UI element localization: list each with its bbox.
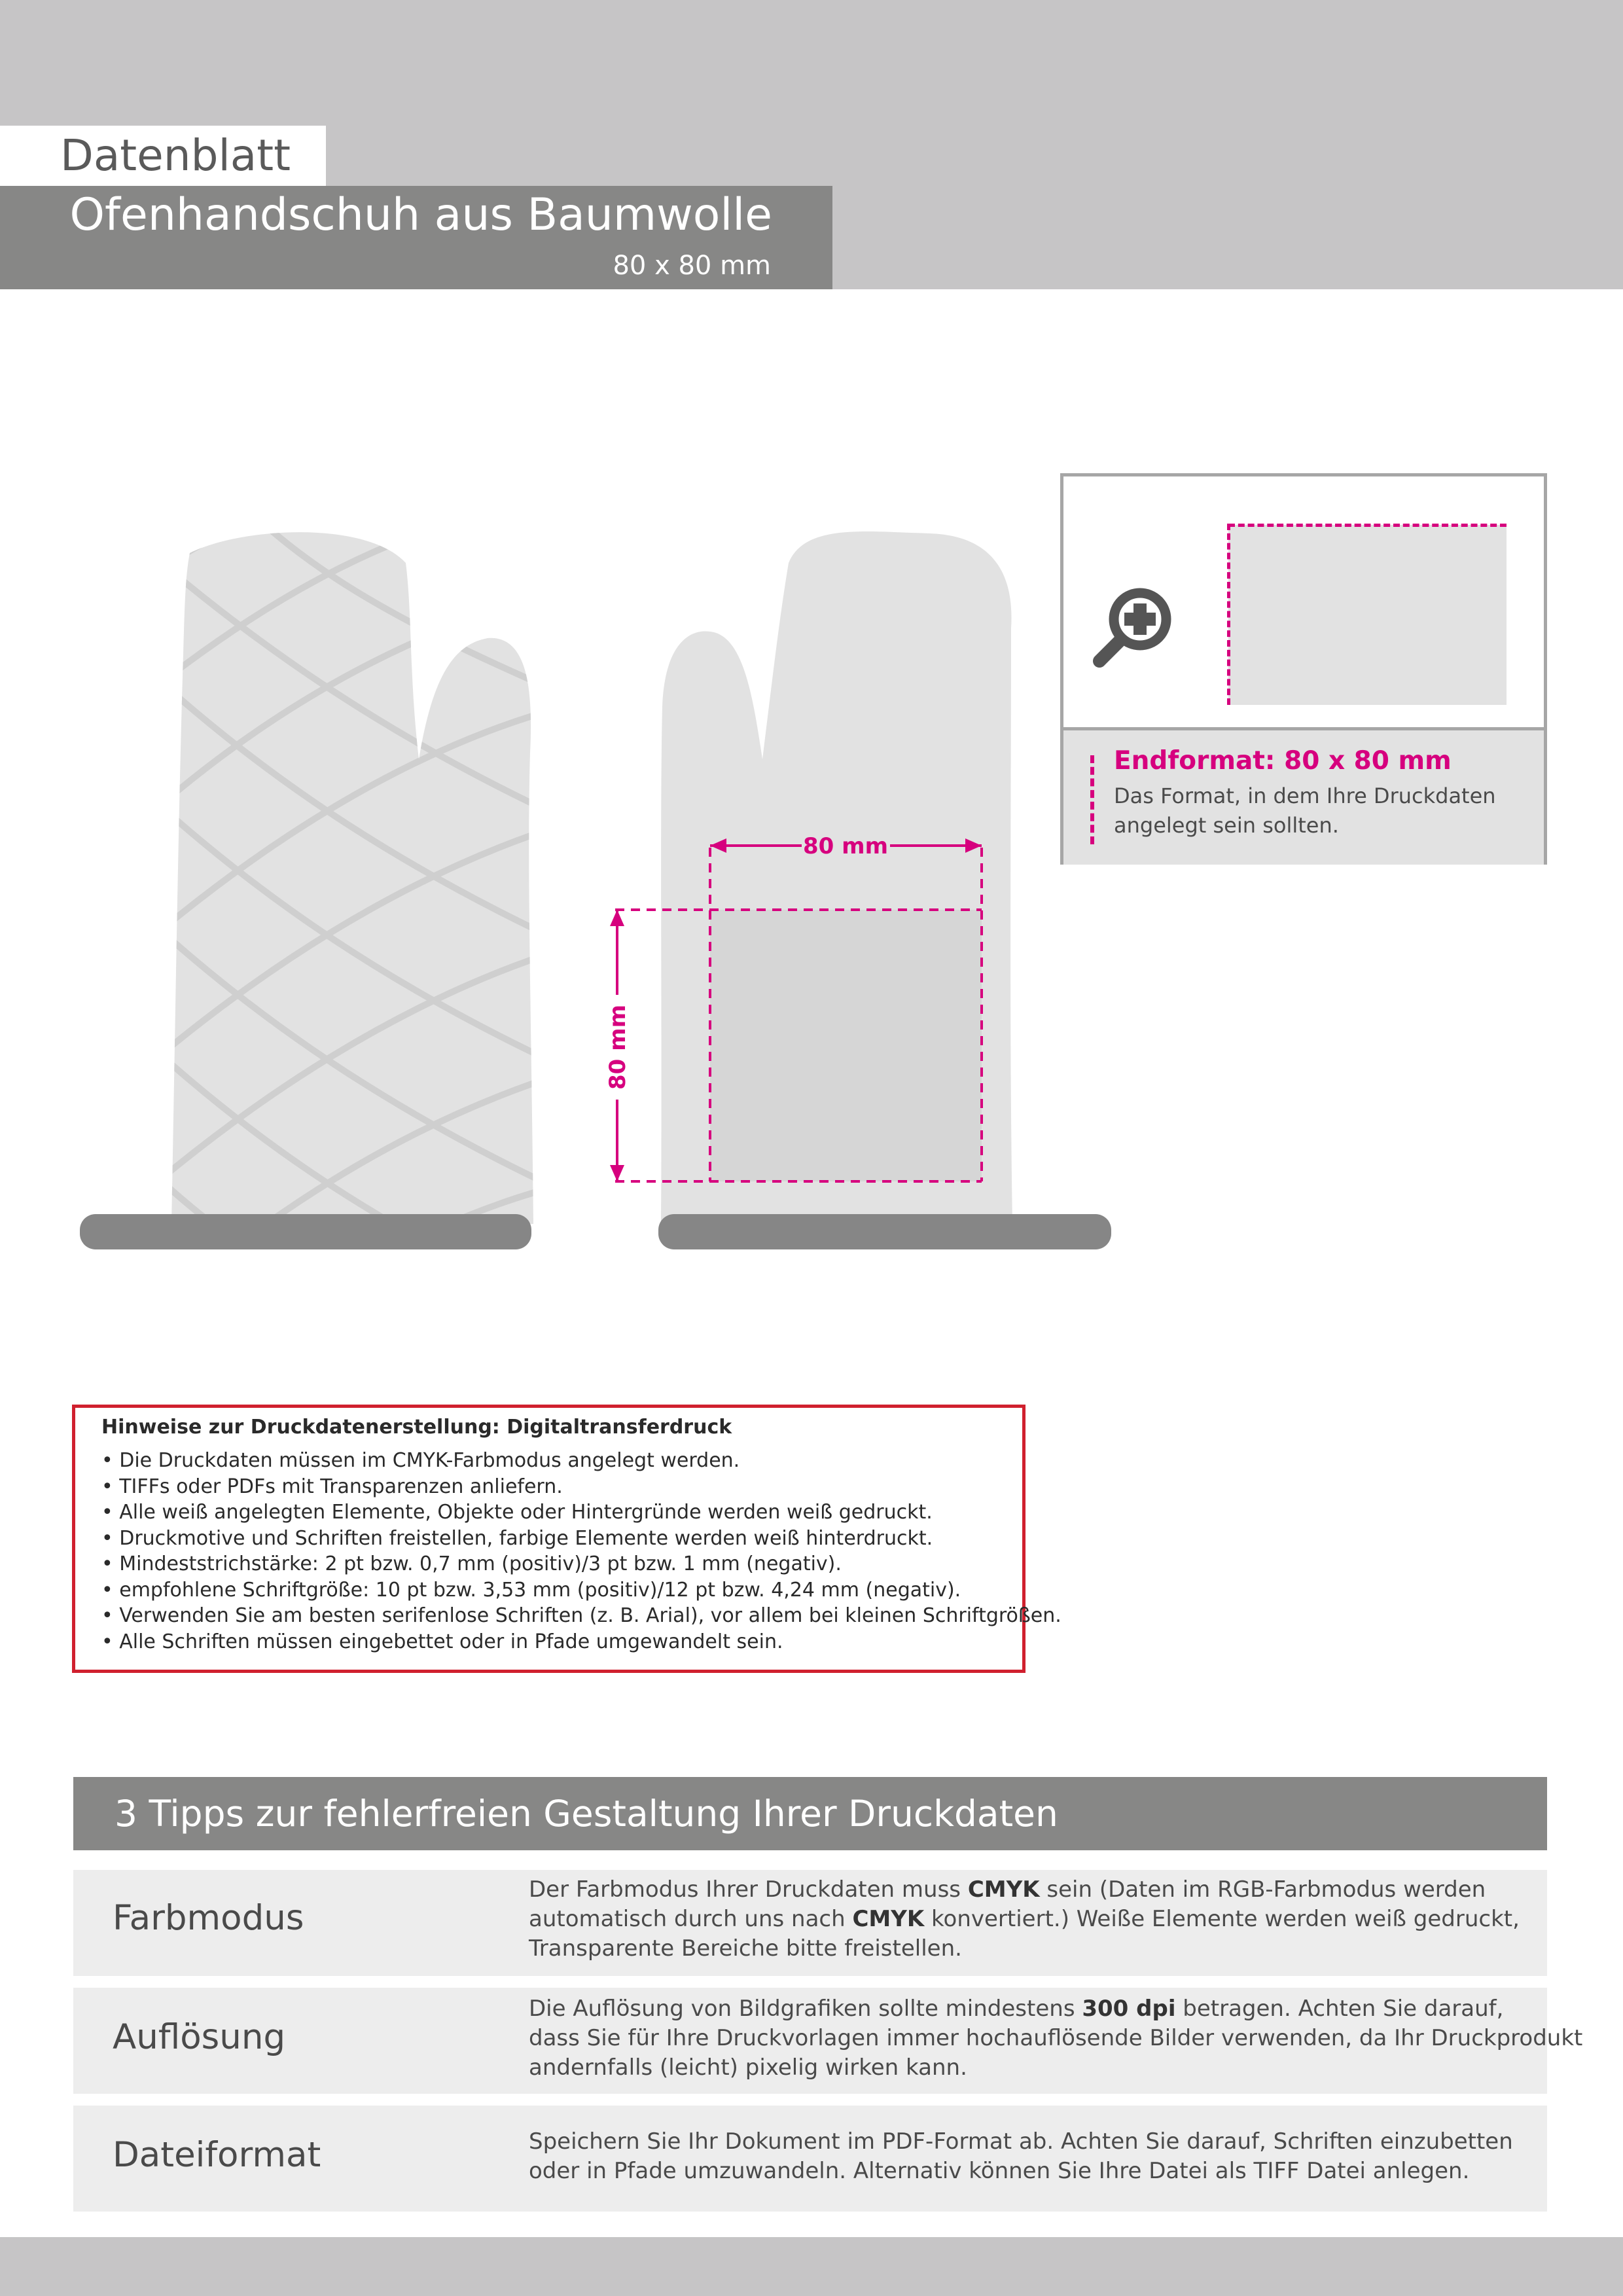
tip-text-aufloesung: Die Auflösung von Bildgrafiken sollte mindestens 300 dpi betragen. Achten Sie darauf, dass Sie für Ihre Druckvorlagen immer hochauflösende Bilder verwenden, da Ihr Druckprodukt andernfalls (leicht) pixelig wirken kann.: [529, 1996, 1583, 2081]
hint-item: • Alle Schriften müssen eingebettet oder in Pfade umgewandelt sein.: [101, 1630, 783, 1653]
datasheet-label: Datenblatt: [60, 130, 291, 181]
tip-text-farbmodus: Der Farbmodus Ihrer Druckdaten muss CMYK sein (Daten im RGB-Farbmodus werden automatisch durch uns nach CMYK konvertiert.) Weiße Elemente werden weiß gedruckt, Transparente Bereiche bitte freistellen.: [529, 1876, 1520, 1962]
tip-label-dateiformat: Dateiformat: [113, 2135, 321, 2175]
tip-label-aufloesung: Auflösung: [113, 2017, 286, 2057]
width-label: 80 mm: [802, 833, 889, 859]
glove-front-cuff: [80, 1214, 531, 1249]
footer-band: [0, 2237, 1623, 2296]
hint-item: • Druckmotive und Schriften freistellen, farbige Elemente werden weiß hinterdruckt.: [101, 1526, 933, 1550]
height-arrow-head-bottom: [610, 1165, 624, 1181]
endformat-title: Endformat: 80 x 80 mm: [1114, 746, 1452, 776]
zoom-in-icon: [1086, 581, 1178, 673]
endformat-preview-edge-left: [1227, 524, 1230, 705]
print-area: [710, 910, 982, 1181]
endformat-preview-edge-top: [1228, 524, 1507, 527]
hint-item: • Alle weiß angelegten Elemente, Objekte oder Hintergründe werden weiß gedruckt.: [101, 1501, 933, 1524]
tip-label-farbmodus: Farbmodus: [113, 1898, 304, 1938]
height-label: 80 mm: [605, 1004, 631, 1090]
print-hints-title: Hinweise zur Druckdatenerstellung: Digitaltransferdruck: [101, 1416, 732, 1439]
tip-text-dateiformat: Speichern Sie Ihr Dokument im PDF-Format ab. Achten Sie darauf, Schriften einzubetten oder in Pfade umzuwandeln. Alternativ können Sie Ihre Datei als TIFF Datei anlegen.: [529, 2128, 1513, 2184]
product-title: Ofenhandschuh aus Baumwolle: [69, 189, 772, 241]
product-size: 80 x 80 mm: [613, 251, 771, 281]
tips-title: 3 Tipps zur fehlerfreien Gestaltung Ihrer Druckdaten: [115, 1793, 1058, 1835]
endformat-marker: [1090, 755, 1094, 844]
print-hints-list: [101, 1448, 1061, 1655]
height-arrow-head-top: [610, 910, 624, 926]
endformat-preview: [1228, 525, 1507, 705]
oven-glove-illustration: [0, 511, 1126, 1263]
hint-item: • Verwenden Sie am besten serifenlose Schriften (z. B. Arial), vor allem bei kleinen Schriftgrößen.: [101, 1604, 1061, 1627]
endformat-description: Das Format, in dem Ihre Druckdaten angelegt sein sollten.: [1114, 783, 1496, 838]
hint-item: • empfohlene Schriftgröße: 10 pt bzw. 3,53 mm (positiv)/12 pt bzw. 4,24 mm (negativ).: [101, 1578, 961, 1602]
glove-back-cuff: [658, 1214, 1111, 1249]
hint-item: • TIFFs oder PDFs mit Transparenzen anliefern.: [101, 1475, 563, 1498]
hint-item: • Die Druckdaten müssen im CMYK-Farbmodus angelegt werden.: [101, 1449, 740, 1472]
hint-item: • Mindeststrichstärke: 2 pt bzw. 0,7 mm (positiv)/3 pt bzw. 1 mm (negativ).: [101, 1552, 842, 1575]
